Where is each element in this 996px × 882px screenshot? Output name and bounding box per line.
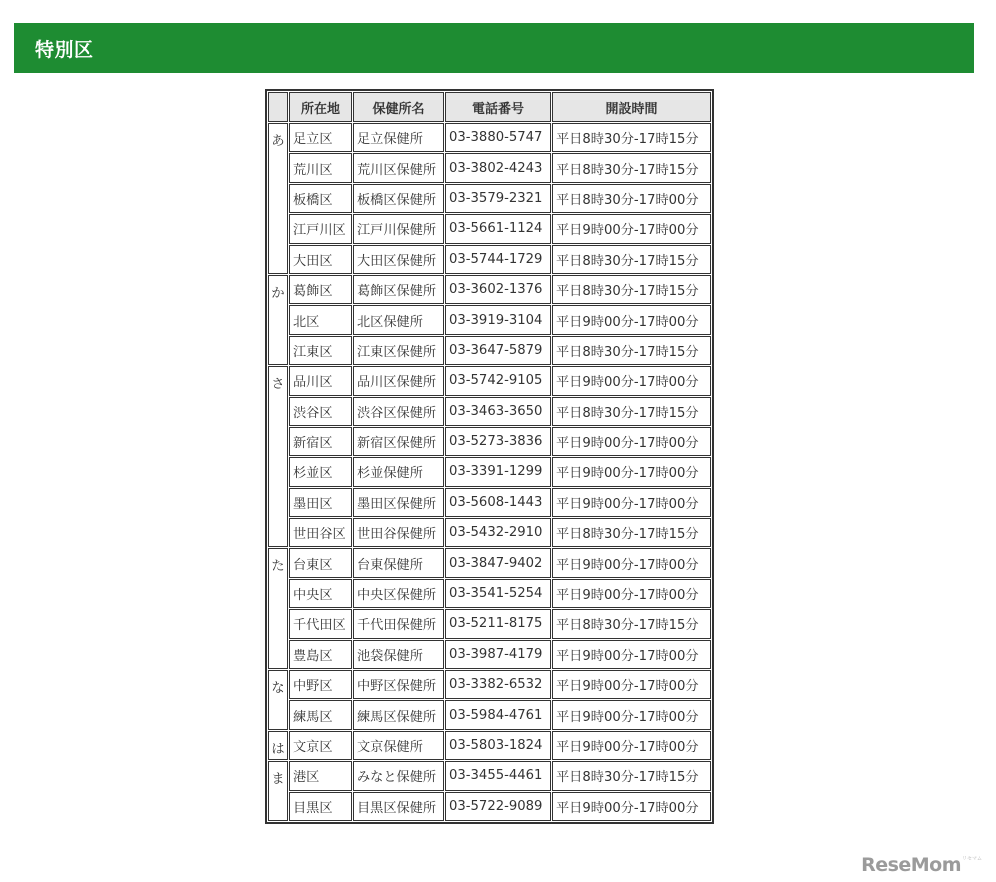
health-center-name-cell: 北区保健所 [353,305,444,334]
health-center-name-cell: 大田区保健所 [353,245,444,274]
table-row [268,700,711,729]
opening-hours-cell: 平日9時00分-17時00分 [552,457,711,486]
ward-cell: 中野区 [289,670,352,699]
phone-number-cell: 03-3987-4179 [445,640,551,669]
opening-hours-cell: 平日9時00分-17時00分 [552,700,711,729]
table-row [268,366,711,395]
ward-cell: 杉並区 [289,457,352,486]
opening-hours-cell: 平日8時30分-17時15分 [552,397,711,426]
ward-cell: 練馬区 [289,700,352,729]
phone-number-cell: 03-5722-9089 [445,792,551,821]
health-center-name-cell: 渋谷区保健所 [353,397,444,426]
health-center-name-cell: 江戸川保健所 [353,214,444,243]
table-row [268,397,711,426]
ward-cell: 江東区 [289,336,352,365]
opening-hours-cell: 平日8時30分-17時15分 [552,761,711,790]
health-center-name-cell: 江東区保健所 [353,336,444,365]
opening-hours-cell: 平日8時30分-17時15分 [552,245,711,274]
phone-number-cell: 03-5432-2910 [445,518,551,547]
ward-cell: 荒川区 [289,153,352,182]
phone-number-cell: 03-5211-8175 [445,609,551,638]
ward-cell: 中央区 [289,579,352,608]
table-row [268,609,711,638]
opening-hours-cell: 平日8時30分-17時15分 [552,336,711,365]
ward-cell: 江戸川区 [289,214,352,243]
resemom-logo [861,854,982,876]
kana-group-label: は [268,731,288,760]
ward-cell: 渋谷区 [289,397,352,426]
phone-number-cell: 03-3463-3650 [445,397,551,426]
phone-number-cell: 03-5661-1124 [445,214,551,243]
phone-number-cell: 03-5742-9105 [445,366,551,395]
health-center-name-cell: 葛飾区保健所 [353,275,444,304]
table-row [268,245,711,274]
phone-number-cell: 03-3602-1376 [445,275,551,304]
phone-number-cell: 03-3880-5747 [445,123,551,152]
opening-hours-cell: 平日9時00分-17時00分 [552,488,711,517]
table-row [268,153,711,182]
health-center-name-cell: 杉並保健所 [353,457,444,486]
health-center-name-cell: 練馬区保健所 [353,700,444,729]
logo-subtext: リセマム [962,856,982,862]
health-center-name-cell: 中野区保健所 [353,670,444,699]
table-row [268,488,711,517]
ward-cell: 目黒区 [289,792,352,821]
table-row [268,670,711,699]
table-row [268,518,711,547]
table-row [268,579,711,608]
table-body [268,123,711,821]
ward-cell: 品川区 [289,366,352,395]
kana-group-label: か [268,275,288,365]
kana-group-label: ま [268,761,288,821]
table-header-row [268,92,711,122]
health-center-name-cell: 品川区保健所 [353,366,444,395]
phone-number-cell: 03-3919-3104 [445,305,551,334]
kana-group-label: た [268,548,288,669]
table-row [268,275,711,304]
ward-cell: 墨田区 [289,488,352,517]
table-row [268,305,711,334]
opening-hours-cell: 平日8時30分-17時15分 [552,153,711,182]
table-row [268,184,711,213]
health-center-name-cell: 台東保健所 [353,548,444,577]
opening-hours-cell: 平日9時00分-17時00分 [552,305,711,334]
phone-number-cell: 03-3391-1299 [445,457,551,486]
health-center-name-cell: 池袋保健所 [353,640,444,669]
health-center-name-cell: 目黒区保健所 [353,792,444,821]
table-row [268,123,711,152]
logo-text: ReseMom [861,854,962,876]
health-center-name-cell: 足立保健所 [353,123,444,152]
header-phone: 電話番号 [445,92,551,122]
ward-cell: 世田谷区 [289,518,352,547]
ward-cell: 葛飾区 [289,275,352,304]
ward-cell: 板橋区 [289,184,352,213]
kana-group-label: さ [268,366,288,547]
health-center-name-cell: 世田谷保健所 [353,518,444,547]
table-row [268,214,711,243]
opening-hours-cell: 平日8時30分-17時00分 [552,184,711,213]
opening-hours-cell: 平日9時00分-17時00分 [552,214,711,243]
header-hours: 開設時間 [552,92,711,122]
health-center-name-cell: 板橋区保健所 [353,184,444,213]
opening-hours-cell: 平日9時00分-17時00分 [552,792,711,821]
phone-number-cell: 03-3455-4461 [445,761,551,790]
ward-cell: 台東区 [289,548,352,577]
opening-hours-cell: 平日9時00分-17時00分 [552,731,711,760]
kana-group-label: あ [268,123,288,274]
section-title: 特別区 [35,38,94,61]
phone-number-cell: 03-3541-5254 [445,579,551,608]
phone-number-cell: 03-3647-5879 [445,336,551,365]
table-row [268,731,711,760]
table-row [268,640,711,669]
health-center-name-cell: 千代田保健所 [353,609,444,638]
table-row [268,792,711,821]
opening-hours-cell: 平日9時00分-17時00分 [552,366,711,395]
phone-number-cell: 03-5608-1443 [445,488,551,517]
phone-number-cell: 03-5273-3836 [445,427,551,456]
table-row [268,761,711,790]
opening-hours-cell: 平日9時00分-17時00分 [552,670,711,699]
opening-hours-cell: 平日9時00分-17時00分 [552,579,711,608]
ward-cell: 北区 [289,305,352,334]
phone-number-cell: 03-3802-4243 [445,153,551,182]
health-center-table [265,89,714,824]
header-location: 所在地 [289,92,352,122]
health-center-name-cell: 中央区保健所 [353,579,444,608]
health-center-name-cell: 荒川区保健所 [353,153,444,182]
health-center-name-cell: 文京保健所 [353,731,444,760]
phone-number-cell: 03-5803-1824 [445,731,551,760]
ward-cell: 新宿区 [289,427,352,456]
phone-number-cell: 03-5984-4761 [445,700,551,729]
ward-cell: 大田区 [289,245,352,274]
section-header-bar [14,23,974,73]
opening-hours-cell: 平日8時30分-17時15分 [552,518,711,547]
table-row [268,427,711,456]
phone-number-cell: 03-3579-2321 [445,184,551,213]
opening-hours-cell: 平日8時30分-17時15分 [552,609,711,638]
phone-number-cell: 03-3382-6532 [445,670,551,699]
phone-number-cell: 03-5744-1729 [445,245,551,274]
table-row [268,548,711,577]
header-center-name: 保健所名 [353,92,444,122]
ward-cell: 港区 [289,761,352,790]
table-row [268,457,711,486]
health-center-name-cell: 新宿区保健所 [353,427,444,456]
opening-hours-cell: 平日9時00分-17時00分 [552,548,711,577]
table-row [268,336,711,365]
ward-cell: 豊島区 [289,640,352,669]
opening-hours-cell: 平日9時00分-17時00分 [552,427,711,456]
header-kana [268,92,288,122]
ward-cell: 足立区 [289,123,352,152]
opening-hours-cell: 平日8時30分-17時15分 [552,123,711,152]
kana-group-label: な [268,670,288,730]
health-center-name-cell: 墨田区保健所 [353,488,444,517]
opening-hours-cell: 平日8時30分-17時15分 [552,275,711,304]
opening-hours-cell: 平日9時00分-17時00分 [552,640,711,669]
ward-cell: 文京区 [289,731,352,760]
phone-number-cell: 03-3847-9402 [445,548,551,577]
ward-cell: 千代田区 [289,609,352,638]
health-center-name-cell: みなと保健所 [353,761,444,790]
